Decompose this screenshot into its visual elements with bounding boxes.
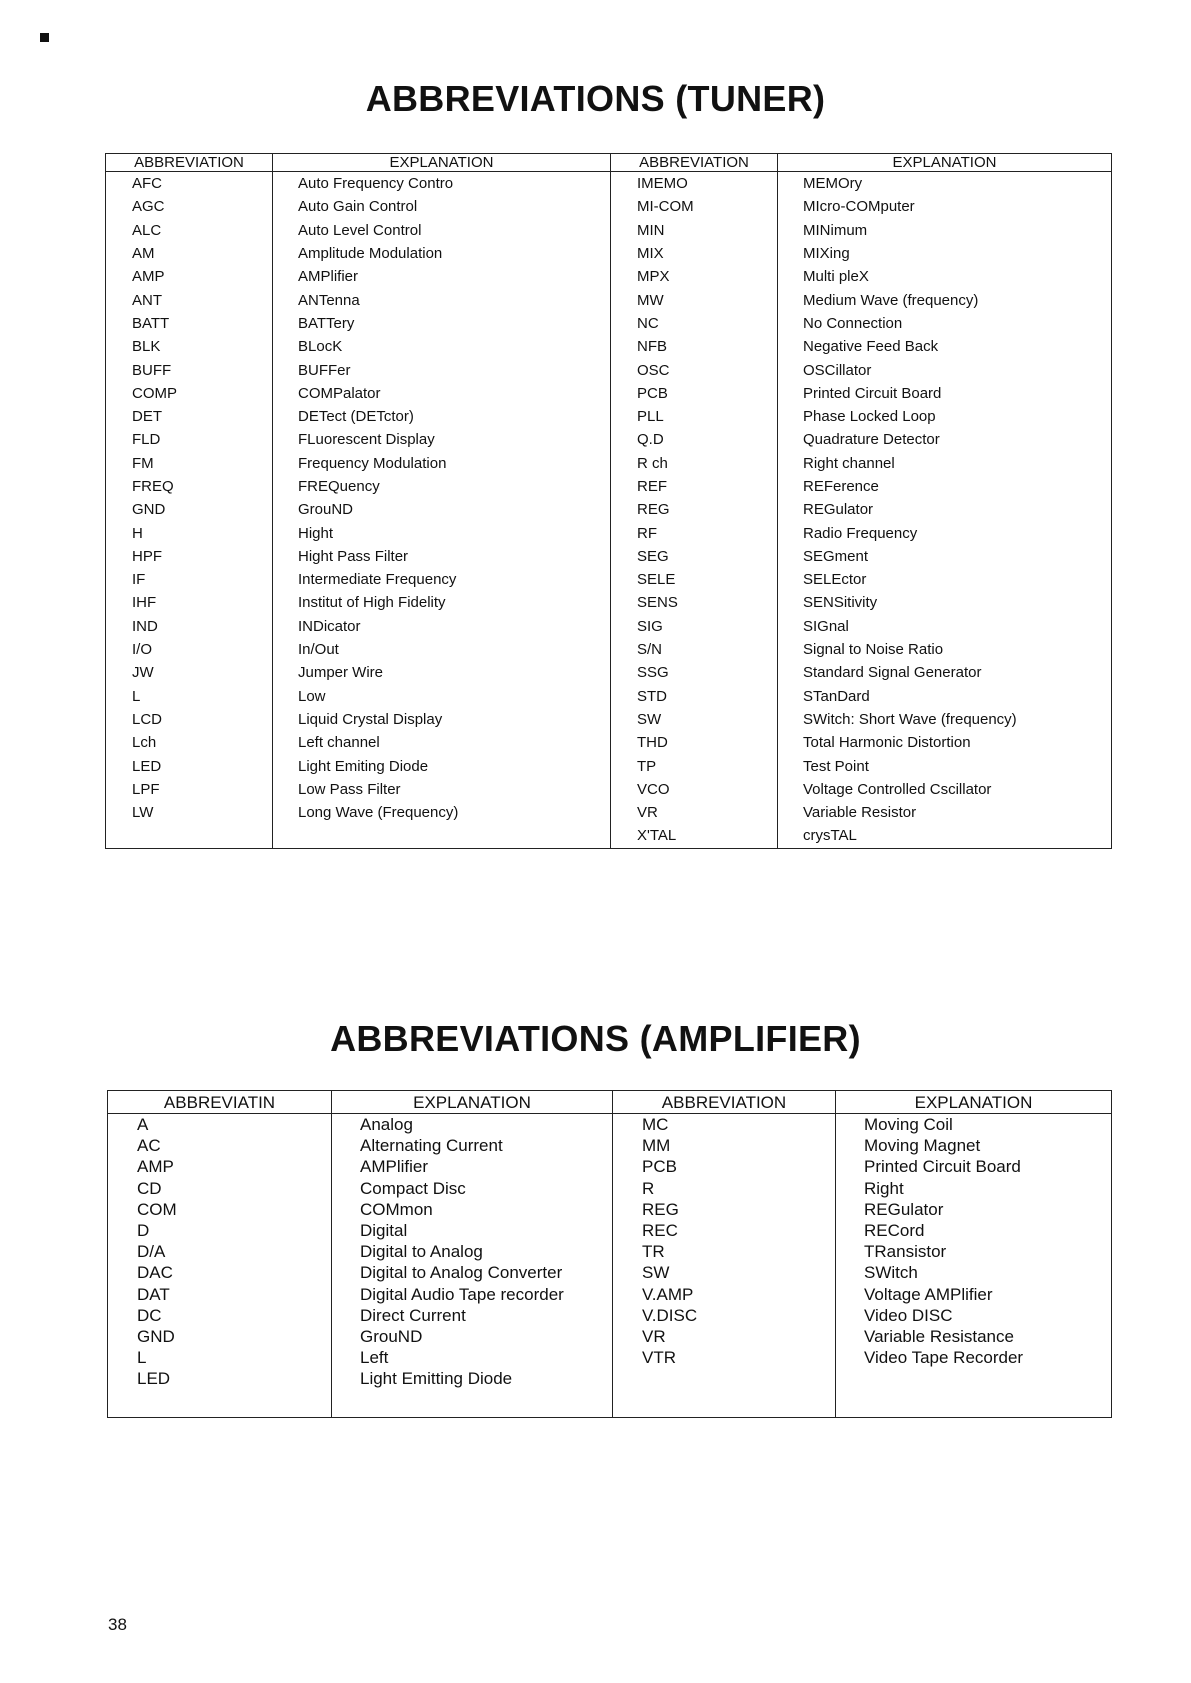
- tuner-cell-abbreviation-2: MW: [611, 288, 778, 311]
- tuner-title: ABBREVIATIONS (TUNER): [365, 78, 826, 119]
- table-row: [106, 731, 1112, 754]
- tuner-cell-explanation-2: REGulator: [778, 498, 1112, 521]
- table-row: [106, 452, 1112, 475]
- amplifier-cell-abbreviation-1: AC: [108, 1135, 332, 1156]
- tuner-cell-explanation-1: [273, 824, 611, 848]
- table-row: [106, 428, 1112, 451]
- tuner-cell-abbreviation-2: SENS: [611, 591, 778, 614]
- table-row: [106, 778, 1112, 801]
- amplifier-cell-explanation-1: Light Emitting Diode: [332, 1368, 613, 1389]
- tuner-cell-abbreviation-1: IND: [106, 615, 273, 638]
- table-row: [106, 219, 1112, 242]
- tuner-cell-explanation-1: In/Out: [273, 638, 611, 661]
- tuner-cell-explanation-1: GrouND: [273, 498, 611, 521]
- amplifier-cell-abbreviation-1: D: [108, 1220, 332, 1241]
- amplifier-cell-explanation-2: SWitch: [836, 1262, 1112, 1283]
- tuner-cell-explanation-1: INDicator: [273, 615, 611, 638]
- amplifier-cell-explanation-2: Variable Resistance: [836, 1326, 1112, 1347]
- tuner-cell-explanation-1: BUFFer: [273, 358, 611, 381]
- tuner-header-explanation-1: EXPLANATION: [273, 154, 611, 172]
- tuner-cell-abbreviation-2: VCO: [611, 778, 778, 801]
- tuner-cell-abbreviation-2: NC: [611, 312, 778, 335]
- tuner-cell-abbreviation-2: THD: [611, 731, 778, 754]
- tuner-cell-explanation-2: Printed Circuit Board: [778, 382, 1112, 405]
- table-row: [108, 1347, 1112, 1368]
- tuner-cell-abbreviation-1: [106, 824, 273, 848]
- amplifier-cell-explanation-2: REGulator: [836, 1199, 1112, 1220]
- tuner-cell-abbreviation-1: AMP: [106, 265, 273, 288]
- table-row: [106, 312, 1112, 335]
- tuner-cell-explanation-1: Intermediate Frequency: [273, 568, 611, 591]
- tuner-cell-explanation-2: Radio Frequency: [778, 521, 1112, 544]
- amplifier-cell-abbreviation-1: AMP: [108, 1156, 332, 1177]
- tuner-cell-explanation-1: Low: [273, 685, 611, 708]
- spacer-cell: [613, 1389, 836, 1418]
- tuner-cell-abbreviation-2: MPX: [611, 265, 778, 288]
- amplifier-cell-abbreviation-2: REC: [613, 1220, 836, 1241]
- table-row: [106, 498, 1112, 521]
- tuner-cell-explanation-2: STanDard: [778, 685, 1112, 708]
- tuner-table-body: [106, 172, 1112, 849]
- tuner-cell-abbreviation-1: AM: [106, 242, 273, 265]
- amplifier-cell-abbreviation-2: MM: [613, 1135, 836, 1156]
- amplifier-cell-explanation-2: Video DISC: [836, 1305, 1112, 1326]
- table-spacer-row: [108, 1389, 1112, 1418]
- tuner-cell-abbreviation-1: ALC: [106, 219, 273, 242]
- table-row: [106, 591, 1112, 614]
- table-row: [108, 1135, 1112, 1156]
- tuner-cell-explanation-2: MIXing: [778, 242, 1112, 265]
- amplifier-header-row: [108, 1091, 1112, 1114]
- table-row: [108, 1368, 1112, 1389]
- tuner-cell-explanation-1: ANTenna: [273, 288, 611, 311]
- tuner-cell-abbreviation-2: RF: [611, 521, 778, 544]
- tuner-cell-abbreviation-1: BLK: [106, 335, 273, 358]
- table-row: [106, 685, 1112, 708]
- tuner-cell-abbreviation-2: NFB: [611, 335, 778, 358]
- table-row: [108, 1114, 1112, 1136]
- tuner-cell-abbreviation-1: L: [106, 685, 273, 708]
- tuner-cell-abbreviation-2: VR: [611, 801, 778, 824]
- table-row: [108, 1326, 1112, 1347]
- tuner-cell-explanation-1: Auto Level Control: [273, 219, 611, 242]
- tuner-cell-abbreviation-1: LED: [106, 754, 273, 777]
- amplifier-header-explanation-2: EXPLANATION: [836, 1091, 1112, 1114]
- tuner-header-abbreviation-2: ABBREVIATION: [611, 154, 778, 172]
- table-row: [106, 615, 1112, 638]
- tuner-cell-abbreviation-2: IMEMO: [611, 172, 778, 196]
- tuner-cell-abbreviation-1: DET: [106, 405, 273, 428]
- table-row: [108, 1156, 1112, 1177]
- page-number: 38: [108, 1615, 127, 1634]
- amplifier-cell-explanation-1: Left: [332, 1347, 613, 1368]
- bullet-mark: [40, 33, 49, 42]
- amplifier-cell-explanation-1: Digital to Analog Converter: [332, 1262, 613, 1283]
- tuner-cell-explanation-2: SEGment: [778, 545, 1112, 568]
- amplifier-cell-explanation-2: Moving Magnet: [836, 1135, 1112, 1156]
- tuner-cell-abbreviation-1: LPF: [106, 778, 273, 801]
- tuner-cell-abbreviation-2: R ch: [611, 452, 778, 475]
- table-row: [106, 335, 1112, 358]
- table-row: [106, 568, 1112, 591]
- tuner-cell-explanation-2: SIGnal: [778, 615, 1112, 638]
- tuner-cell-abbreviation-1: LCD: [106, 708, 273, 731]
- table-row: [106, 638, 1112, 661]
- tuner-cell-abbreviation-1: AGC: [106, 195, 273, 218]
- table-row: [106, 545, 1112, 568]
- tuner-cell-abbreviation-1: ANT: [106, 288, 273, 311]
- tuner-cell-explanation-1: Institut of High Fidelity: [273, 591, 611, 614]
- amplifier-header-abbreviation-2: ABBREVIATION: [613, 1091, 836, 1114]
- table-row: [106, 265, 1112, 288]
- table-row: [106, 242, 1112, 265]
- tuner-cell-explanation-1: Jumper Wire: [273, 661, 611, 684]
- tuner-cell-explanation-2: REFerence: [778, 475, 1112, 498]
- tuner-cell-abbreviation-2: MIX: [611, 242, 778, 265]
- amplifier-cell-abbreviation-1: DAC: [108, 1262, 332, 1283]
- spacer-cell: [332, 1389, 613, 1418]
- amplifier-cell-explanation-1: Digital Audio Tape recorder: [332, 1284, 613, 1305]
- amplifier-cell-explanation-2: Moving Coil: [836, 1114, 1112, 1136]
- table-row: [106, 708, 1112, 731]
- tuner-cell-abbreviation-2: SELE: [611, 568, 778, 591]
- tuner-cell-explanation-1: FLuorescent Display: [273, 428, 611, 451]
- tuner-cell-abbreviation-1: Lch: [106, 731, 273, 754]
- amplifier-cell-explanation-1: Digital to Analog: [332, 1241, 613, 1262]
- table-row: [106, 358, 1112, 381]
- amplifier-cell-explanation-1: Alternating Current: [332, 1135, 613, 1156]
- tuner-cell-explanation-1: Liquid Crystal Display: [273, 708, 611, 731]
- tuner-cell-abbreviation-2: SSG: [611, 661, 778, 684]
- amplifier-cell-abbreviation-2: [613, 1368, 836, 1389]
- tuner-cell-abbreviation-2: Q.D: [611, 428, 778, 451]
- spacer-cell: [108, 1389, 332, 1418]
- tuner-cell-explanation-2: crysTAL: [778, 824, 1112, 848]
- tuner-cell-abbreviation-1: JW: [106, 661, 273, 684]
- amplifier-cell-abbreviation-2: V.DISC: [613, 1305, 836, 1326]
- tuner-cell-explanation-2: MEMOry: [778, 172, 1112, 196]
- tuner-cell-abbreviation-2: OSC: [611, 358, 778, 381]
- tuner-cell-explanation-2: Signal to Noise Ratio: [778, 638, 1112, 661]
- tuner-cell-abbreviation-1: FM: [106, 452, 273, 475]
- amplifier-cell-abbreviation-1: CD: [108, 1178, 332, 1199]
- amplifier-cell-abbreviation-2: SW: [613, 1262, 836, 1283]
- tuner-cell-explanation-2: OSCillator: [778, 358, 1112, 381]
- amplifier-cell-abbreviation-2: TR: [613, 1241, 836, 1262]
- tuner-cell-explanation-2: Total Harmonic Distortion: [778, 731, 1112, 754]
- tuner-cell-abbreviation-1: I/O: [106, 638, 273, 661]
- tuner-cell-explanation-1: DETect (DETctor): [273, 405, 611, 428]
- table-row: [106, 172, 1112, 196]
- tuner-cell-explanation-1: Left channel: [273, 731, 611, 754]
- amplifier-table-body: [108, 1114, 1112, 1418]
- tuner-cell-explanation-2: Medium Wave (frequency): [778, 288, 1112, 311]
- amplifier-cell-explanation-2: Right: [836, 1178, 1112, 1199]
- amplifier-cell-abbreviation-2: VTR: [613, 1347, 836, 1368]
- amplifier-cell-explanation-2: Voltage AMPlifier: [836, 1284, 1112, 1305]
- amplifier-cell-abbreviation-1: L: [108, 1347, 332, 1368]
- amplifier-cell-explanation-1: Direct Current: [332, 1305, 613, 1326]
- spacer-cell: [836, 1389, 1112, 1418]
- table-row: [106, 405, 1112, 428]
- amplifier-cell-explanation-1: Compact Disc: [332, 1178, 613, 1199]
- tuner-cell-explanation-2: Standard Signal Generator: [778, 661, 1112, 684]
- tuner-cell-explanation-2: Voltage Controlled Cscillator: [778, 778, 1112, 801]
- tuner-cell-explanation-1: Frequency Modulation: [273, 452, 611, 475]
- table-row: [108, 1241, 1112, 1262]
- table-row: [106, 382, 1112, 405]
- amplifier-cell-abbreviation-2: REG: [613, 1199, 836, 1220]
- tuner-cell-explanation-2: Negative Feed Back: [778, 335, 1112, 358]
- tuner-cell-explanation-1: FREQuency: [273, 475, 611, 498]
- tuner-cell-abbreviation-2: SW: [611, 708, 778, 731]
- tuner-cell-explanation-1: Auto Gain Control: [273, 195, 611, 218]
- amplifier-cell-explanation-2: Printed Circuit Board: [836, 1156, 1112, 1177]
- tuner-cell-abbreviation-2: TP: [611, 754, 778, 777]
- table-row: [106, 521, 1112, 544]
- tuner-cell-abbreviation-2: STD: [611, 685, 778, 708]
- table-row: [108, 1284, 1112, 1305]
- tuner-cell-abbreviation-1: LW: [106, 801, 273, 824]
- tuner-cell-abbreviation-1: FLD: [106, 428, 273, 451]
- tuner-cell-explanation-1: Light Emiting Diode: [273, 754, 611, 777]
- tuner-cell-explanation-2: Quadrature Detector: [778, 428, 1112, 451]
- amplifier-cell-explanation-1: GrouND: [332, 1326, 613, 1347]
- amplifier-cell-abbreviation-2: PCB: [613, 1156, 836, 1177]
- tuner-cell-explanation-2: SENSitivity: [778, 591, 1112, 614]
- tuner-cell-explanation-2: No Connection: [778, 312, 1112, 335]
- tuner-abbreviations-table: [105, 153, 1112, 849]
- amplifier-cell-abbreviation-2: MC: [613, 1114, 836, 1136]
- tuner-cell-abbreviation-2: MI-COM: [611, 195, 778, 218]
- tuner-cell-explanation-2: Phase Locked Loop: [778, 405, 1112, 428]
- tuner-cell-abbreviation-2: PLL: [611, 405, 778, 428]
- amplifier-cell-abbreviation-2: V.AMP: [613, 1284, 836, 1305]
- amplifier-cell-abbreviation-1: D/A: [108, 1241, 332, 1262]
- tuner-cell-explanation-1: Hight: [273, 521, 611, 544]
- amplifier-cell-explanation-2: TRansistor: [836, 1241, 1112, 1262]
- amplifier-cell-abbreviation-1: DC: [108, 1305, 332, 1326]
- table-row: [106, 195, 1112, 218]
- amplifier-cell-abbreviation-1: GND: [108, 1326, 332, 1347]
- tuner-cell-explanation-2: Multi pleX: [778, 265, 1112, 288]
- table-row: [106, 754, 1112, 777]
- amplifier-header-explanation-1: EXPLANATION: [332, 1091, 613, 1114]
- tuner-header-explanation-2: EXPLANATION: [778, 154, 1112, 172]
- table-row: [108, 1199, 1112, 1220]
- table-row: [108, 1305, 1112, 1326]
- tuner-cell-abbreviation-1: AFC: [106, 172, 273, 196]
- tuner-cell-abbreviation-1: IF: [106, 568, 273, 591]
- table-row: [106, 824, 1112, 848]
- tuner-cell-abbreviation-1: FREQ: [106, 475, 273, 498]
- tuner-cell-explanation-1: BATTery: [273, 312, 611, 335]
- tuner-cell-abbreviation-1: BATT: [106, 312, 273, 335]
- table-row: [106, 661, 1112, 684]
- tuner-cell-explanation-1: Auto Frequency Contro: [273, 172, 611, 196]
- amplifier-cell-explanation-1: COMmon: [332, 1199, 613, 1220]
- tuner-cell-explanation-1: Low Pass Filter: [273, 778, 611, 801]
- amplifier-cell-explanation-1: AMPlifier: [332, 1156, 613, 1177]
- amplifier-cell-abbreviation-1: DAT: [108, 1284, 332, 1305]
- tuner-cell-abbreviation-2: SEG: [611, 545, 778, 568]
- tuner-cell-abbreviation-2: MIN: [611, 219, 778, 242]
- table-row: [106, 801, 1112, 824]
- tuner-cell-explanation-1: Amplitude Modulation: [273, 242, 611, 265]
- tuner-cell-explanation-2: MIcro-COMputer: [778, 195, 1112, 218]
- tuner-cell-abbreviation-1: HPF: [106, 545, 273, 568]
- tuner-cell-explanation-2: Variable Resistor: [778, 801, 1112, 824]
- tuner-cell-explanation-1: BLocK: [273, 335, 611, 358]
- tuner-header-row: [106, 154, 1112, 172]
- tuner-cell-abbreviation-1: IHF: [106, 591, 273, 614]
- tuner-cell-abbreviation-1: COMP: [106, 382, 273, 405]
- amplifier-cell-explanation-2: [836, 1368, 1112, 1389]
- tuner-cell-abbreviation-2: REF: [611, 475, 778, 498]
- tuner-cell-explanation-2: SWitch: Short Wave (frequency): [778, 708, 1112, 731]
- amplifier-cell-explanation-1: Analog: [332, 1114, 613, 1136]
- table-row: [106, 288, 1112, 311]
- tuner-cell-explanation-1: Hight Pass Filter: [273, 545, 611, 568]
- amplifier-cell-explanation-2: RECord: [836, 1220, 1112, 1241]
- amplifier-cell-abbreviation-2: R: [613, 1178, 836, 1199]
- tuner-cell-abbreviation-2: PCB: [611, 382, 778, 405]
- table-row: [108, 1262, 1112, 1283]
- tuner-cell-abbreviation-2: REG: [611, 498, 778, 521]
- table-row: [108, 1178, 1112, 1199]
- tuner-cell-abbreviation-2: X'TAL: [611, 824, 778, 848]
- tuner-cell-explanation-2: Right channel: [778, 452, 1112, 475]
- tuner-cell-abbreviation-2: S/N: [611, 638, 778, 661]
- amplifier-cell-abbreviation-2: VR: [613, 1326, 836, 1347]
- tuner-cell-explanation-1: COMPalator: [273, 382, 611, 405]
- tuner-cell-explanation-2: MINimum: [778, 219, 1112, 242]
- amplifier-cell-explanation-1: Digital: [332, 1220, 613, 1241]
- amplifier-title: ABBREVIATIONS (AMPLIFIER): [330, 1018, 861, 1059]
- tuner-cell-explanation-2: Test Point: [778, 754, 1112, 777]
- amplifier-header-abbreviation-1: ABBREVIATIN: [108, 1091, 332, 1114]
- tuner-header-abbreviation-1: ABBREVIATION: [106, 154, 273, 172]
- tuner-cell-abbreviation-1: H: [106, 521, 273, 544]
- amplifier-cell-explanation-2: Video Tape Recorder: [836, 1347, 1112, 1368]
- amplifier-cell-abbreviation-1: COM: [108, 1199, 332, 1220]
- tuner-cell-explanation-1: Long Wave (Frequency): [273, 801, 611, 824]
- amplifier-abbreviations-table: [107, 1090, 1112, 1418]
- table-row: [108, 1220, 1112, 1241]
- table-row: [106, 475, 1112, 498]
- tuner-cell-explanation-2: SELEctor: [778, 568, 1112, 591]
- amplifier-cell-abbreviation-1: LED: [108, 1368, 332, 1389]
- tuner-cell-abbreviation-1: BUFF: [106, 358, 273, 381]
- amplifier-cell-abbreviation-1: A: [108, 1114, 332, 1136]
- tuner-cell-abbreviation-2: SIG: [611, 615, 778, 638]
- tuner-cell-abbreviation-1: GND: [106, 498, 273, 521]
- tuner-cell-explanation-1: AMPlifier: [273, 265, 611, 288]
